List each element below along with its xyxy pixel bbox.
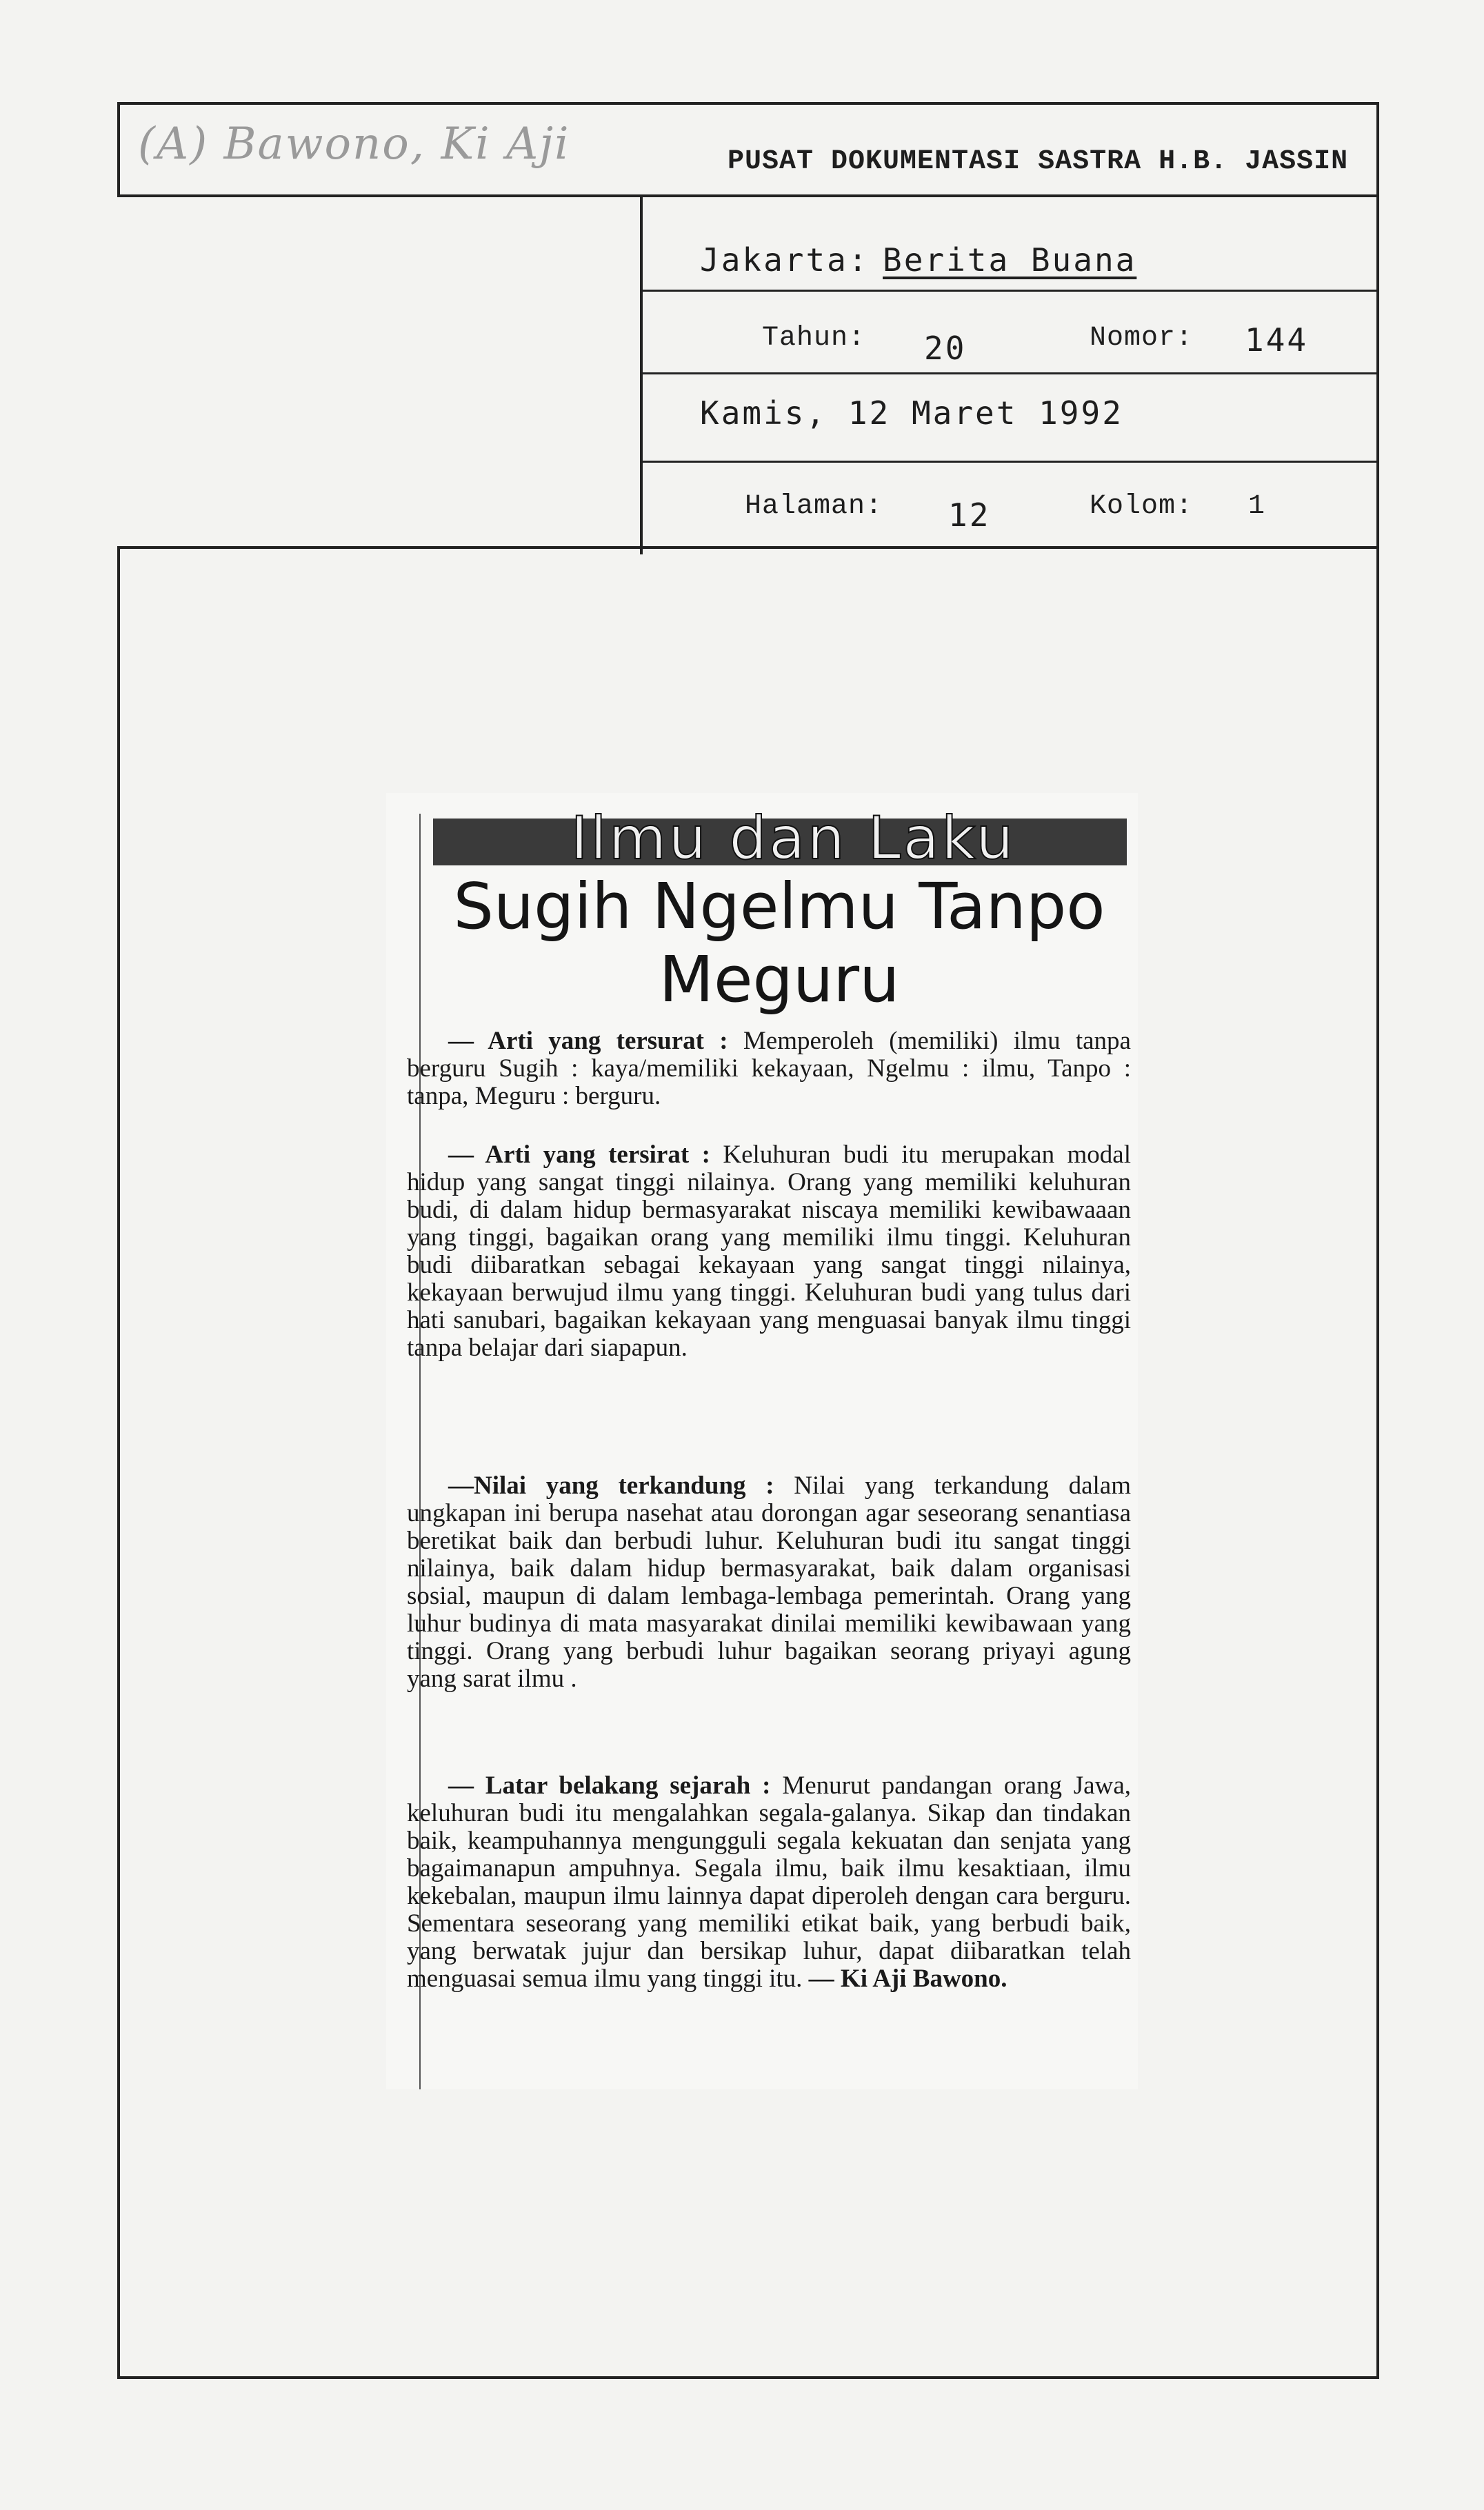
publication-name: Berita Buana [883,241,1137,279]
rubric-title: Ilmu dan Laku [570,804,1016,873]
rule-right-edge [1376,102,1379,549]
rule-main-box-top [117,546,1379,549]
rule-top [117,102,1379,105]
paragraph-text: Memperoleh (memiliki) ilmu tanpa berguru Sugih : kaya/memiliki kekayaan, Ngelmu : ilmu, Tanpo : tanpa, Meguru : berguru. [407,1027,1131,1110]
paragraph-text: Keluhuran budi itu merupakan modal hidup yang sangat tinggi nilainya. Orang yang memiliki keluhuran budi, di dalam hidup bermasyarakat niscaya memiliki kewibawaaan yang tinggi, bagaikan orang yang memiliki ilmu tinggi. Keluhuran budi diibaratkan sebagai kekayaan yang sangat tinggi nilainya, kekayaan berwujud ilmu yang tinggi. Keluhuran budi yang tulus dari hati sanubari, bagaikan kekayaan yang menguasai banyak ilmu tinggi tanpa belajar dari siapapun. [407,1141,1131,1362]
headline-line-2: Meguru [659,943,900,1016]
nomor-label: Nomor: [1090,323,1194,354]
paragraph-latar-belakang [407,1772,1131,1993]
article-headline [441,870,1117,1016]
halaman-label: Halaman: [745,491,883,522]
paragraph-label: — Latar belakang sejarah : [448,1771,771,1800]
tahun-value: 20 [924,330,967,367]
nomor-value: 144 [1245,321,1309,359]
rule-under-title [117,194,1379,197]
city-label: Jakarta: [700,241,870,279]
rule-under-date [640,461,1378,463]
rule-under-year [640,372,1378,374]
rule-under-publication [640,290,1378,292]
rule-main-box-left [117,546,120,2379]
rule-vertical-divider [640,194,643,554]
rule-left-title-box [117,102,120,197]
paragraph-arti-tersirat [407,1141,1131,1362]
tahun-label: Tahun: [762,323,866,354]
paragraph-text: Menurut pandangan orang Jawa, keluhuran budi itu mengalahkan segala-galanya. Sikap dan tindakan baik, keampuhannya mengungguli segala kekuatan dan senjata yang bagaimanapun ampuhnya. Segala ilmu, baik ilmu kesaktiaan, ilmu kekebalan, maupun ilmu lainnya dapat diperoleh dengan cara berguru. Sementara seseorang yang memiliki etikat baik, yang berbudi baik, yang berwatak jujur dan bersikap luhur, dapat diibaratkan telah menguasai semua ilmu yang tinggi itu. [407,1771,1131,1993]
headline-line-1: Sugih Ngelmu Tanpo [453,870,1105,943]
institution-title: PUSAT DOKUMENTASI SASTRA H.B. JASSIN [728,146,1349,177]
issue-date: Kamis, 12 Maret 1992 [700,394,1123,432]
paragraph-text: Nilai yang terkandung dalam ungkapan ini berupa nasehat atau dorongan agar seseorang senantiasa beretikat baik dan berbudi luhur. Keluhuran budi itu sangat tinggi nilainya, baik dalam hidup bermasyarakat, baik dalam organisasi sosial, maupun di dalam lembaga-lembaga pemerintah. Orang yang luhur budinya di mata masyarakat dinilai memiliki kewibawaan yang tinggi. Orang yang berbudi luhur bagaikan seorang priyayi agung yang sarat ilmu . [407,1472,1131,1693]
paragraph-label: —Nilai yang terkandung : [448,1472,774,1500]
halaman-value: 12 [948,496,991,534]
kolom-value: 1 [1248,491,1266,522]
handwritten-note: (A) Bawono, Ki Aji [138,119,570,170]
paragraph-nilai-terkandung [407,1472,1131,1693]
rule-main-box-right [1376,546,1379,2379]
article-author: — Ki Aji Bawono. [808,1965,1007,1993]
paragraph-label: — Arti yang tersurat : [448,1027,728,1055]
paragraph-label: — Arti yang tersirat : [448,1141,710,1169]
kolom-label: Kolom: [1090,491,1194,522]
rule-main-box-bottom [117,2376,1379,2379]
paragraph-arti-tersurat [407,1027,1131,1110]
